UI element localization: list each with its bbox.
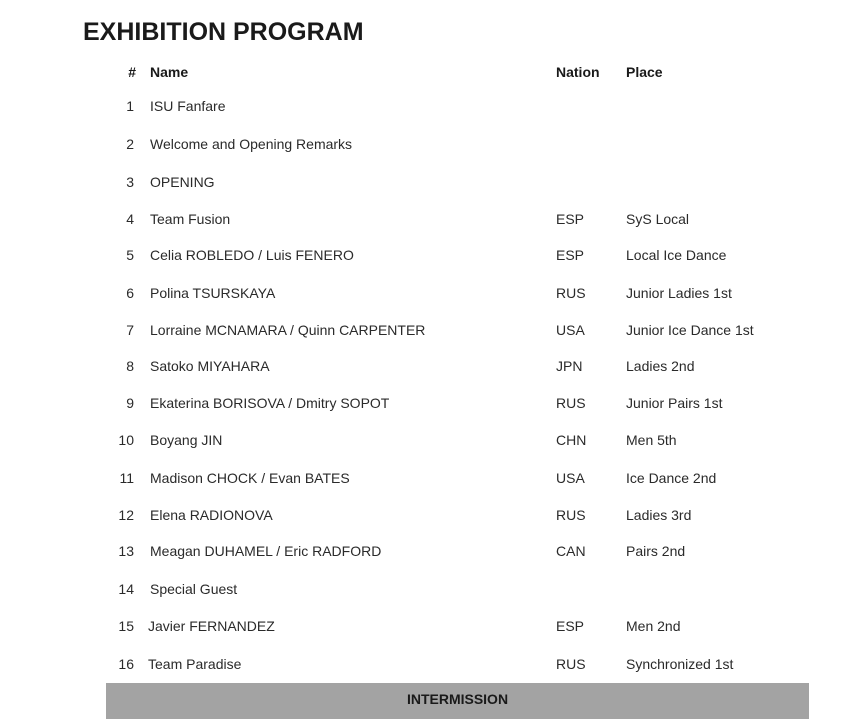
table-row bbox=[0, 466, 851, 490]
row-nation: RUS bbox=[556, 285, 586, 301]
row-name: Madison CHOCK / Evan BATES bbox=[150, 470, 350, 486]
row-number: 5 bbox=[126, 247, 134, 263]
row-number: 11 bbox=[119, 470, 134, 486]
row-place: Junior Ladies 1st bbox=[626, 285, 732, 301]
row-place: Junior Ice Dance 1st bbox=[626, 322, 754, 338]
table-row bbox=[0, 281, 851, 305]
row-number: 15 bbox=[118, 618, 134, 634]
table-row bbox=[0, 132, 851, 156]
row-name: Team Fusion bbox=[150, 211, 231, 227]
table-row bbox=[0, 170, 851, 194]
row-name: OPENING bbox=[150, 174, 215, 190]
row-place: Junior Pairs 1st bbox=[626, 395, 723, 411]
row-number: 10 bbox=[118, 432, 134, 448]
row-name: Lorraine MCNAMARA / Quinn CARPENTER bbox=[150, 322, 426, 338]
row-number: 4 bbox=[126, 211, 134, 227]
table-row bbox=[0, 318, 851, 342]
row-place: Ladies 2nd bbox=[626, 358, 695, 374]
row-place: SyS Local bbox=[626, 211, 690, 227]
row-number: 12 bbox=[118, 507, 134, 523]
header-nation: Nation bbox=[556, 64, 600, 80]
table-row bbox=[0, 539, 851, 563]
row-number: 13 bbox=[118, 543, 134, 559]
row-place: Synchronized 1st bbox=[626, 656, 734, 672]
table-row bbox=[0, 207, 851, 231]
table-row bbox=[0, 94, 851, 118]
row-place: Local Ice Dance bbox=[626, 247, 727, 263]
row-place: Ice Dance 2nd bbox=[626, 470, 717, 486]
row-nation: USA bbox=[556, 322, 585, 338]
row-nation: ESP bbox=[556, 211, 585, 227]
row-place: Men 5th bbox=[626, 432, 677, 448]
table-row bbox=[0, 354, 851, 378]
row-name: Polina TSURSKAYA bbox=[150, 285, 276, 301]
table-row bbox=[0, 503, 851, 527]
table-row bbox=[0, 614, 851, 638]
table-row bbox=[0, 391, 851, 415]
row-nation: USA bbox=[556, 470, 585, 486]
row-name: Meagan DUHAMEL / Eric RADFORD bbox=[150, 543, 382, 559]
row-name: Javier FERNANDEZ bbox=[148, 618, 275, 634]
row-name: Satoko MIYAHARA bbox=[150, 358, 270, 374]
row-number: 3 bbox=[126, 174, 134, 190]
row-number: 6 bbox=[126, 285, 134, 301]
row-place: Men 2nd bbox=[626, 618, 681, 634]
row-name: Team Paradise bbox=[148, 656, 242, 672]
row-nation: ESP bbox=[556, 247, 585, 263]
intermission-banner: INTERMISSION bbox=[106, 683, 809, 719]
header-name: Name bbox=[150, 64, 189, 80]
table-row bbox=[0, 577, 851, 601]
page-title: EXHIBITION PROGRAM bbox=[83, 18, 364, 46]
header-number: # bbox=[128, 64, 136, 80]
table-row bbox=[0, 428, 851, 452]
row-nation: JPN bbox=[556, 358, 583, 374]
row-nation: CAN bbox=[556, 543, 586, 559]
row-place: Ladies 3rd bbox=[626, 507, 692, 523]
row-name: Celia ROBLEDO / Luis FENERO bbox=[150, 247, 354, 263]
table-header bbox=[0, 62, 851, 84]
row-number: 14 bbox=[118, 581, 134, 597]
row-number: 2 bbox=[126, 136, 134, 152]
row-number: 8 bbox=[126, 358, 134, 374]
row-nation: CHN bbox=[556, 432, 587, 448]
row-place: Pairs 2nd bbox=[626, 543, 686, 559]
header-place: Place bbox=[626, 64, 663, 80]
row-number: 1 bbox=[126, 98, 134, 114]
row-nation: ESP bbox=[556, 618, 585, 634]
row-number: 7 bbox=[126, 322, 134, 338]
row-name: Boyang JIN bbox=[150, 432, 223, 448]
row-name: Special Guest bbox=[150, 581, 238, 597]
row-name: Welcome and Opening Remarks bbox=[150, 136, 353, 152]
row-name: Elena RADIONOVA bbox=[150, 507, 273, 523]
table-row bbox=[0, 652, 851, 676]
table-row bbox=[0, 243, 851, 267]
row-nation: RUS bbox=[556, 395, 586, 411]
row-number: 16 bbox=[118, 656, 134, 672]
row-nation: RUS bbox=[556, 507, 586, 523]
row-name: ISU Fanfare bbox=[150, 98, 226, 114]
row-nation: RUS bbox=[556, 656, 586, 672]
row-name: Ekaterina BORISOVA / Dmitry SOPOT bbox=[150, 395, 390, 411]
row-number: 9 bbox=[126, 395, 134, 411]
